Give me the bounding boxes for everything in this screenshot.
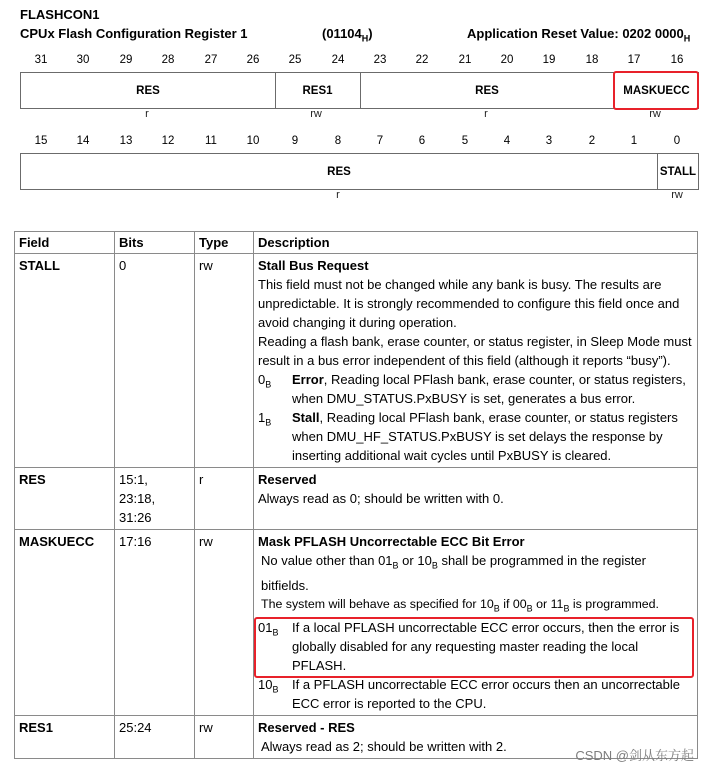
access-label: rw bbox=[671, 189, 683, 201]
register-offset: $(01104_H)$ bbox=[322, 26, 373, 44]
header-field: Field bbox=[15, 232, 115, 254]
enum-text: Stall, Reading local PFlash bank, erase counter, or status registers when DMU_HF_STATUS.PxBUSY is set delays the response by inserting additional wait cycles until PxBUSY is cleared. bbox=[292, 410, 678, 463]
bit-number: 28 bbox=[161, 54, 175, 66]
bit-number: 31 bbox=[34, 54, 48, 66]
bit-number: 12 bbox=[161, 135, 175, 147]
field-maskuecc: MASKUECC bbox=[623, 84, 690, 97]
bit-number: 0 bbox=[673, 135, 681, 147]
description-paragraph: Always read as 2; should be written with 2. bbox=[261, 739, 507, 755]
enum-value-1 bbox=[258, 408, 693, 465]
description-title: Reserved bbox=[258, 472, 317, 487]
table-row-stall bbox=[15, 254, 698, 468]
enum-code: $01_B$ bbox=[258, 620, 279, 638]
cell-type: rw bbox=[195, 530, 254, 716]
cell-bits: 17:16 bbox=[115, 530, 195, 716]
enum-code: $0_B$ bbox=[258, 372, 272, 390]
access-label: rw bbox=[649, 108, 661, 120]
maskuecc-enum-highlight bbox=[254, 617, 694, 678]
field-stall: STALL bbox=[659, 165, 697, 178]
bit-number: 25 bbox=[288, 54, 302, 66]
bit-number: 29 bbox=[119, 54, 133, 66]
access-label: rw bbox=[310, 108, 322, 120]
bit-number: 13 bbox=[119, 135, 133, 147]
bit-number: 2 bbox=[588, 135, 596, 147]
description-title: Mask PFLASH Uncorrectable ECC Bit Error bbox=[258, 534, 525, 549]
cell-field: MASKUECC bbox=[15, 530, 115, 716]
cell-bits: 25:24 bbox=[115, 716, 195, 759]
enum-text: Error, Reading local PFlash bank, erase counter, or status registers, when DMU_STATUS.PxBUSY is set, generates a bus error. bbox=[292, 372, 686, 406]
bit-number: 11 bbox=[205, 135, 217, 147]
access-label: r bbox=[145, 108, 149, 120]
cell-type: rw bbox=[195, 716, 254, 759]
enum-code: $10_B$ bbox=[258, 677, 279, 695]
bit-number: 19 bbox=[542, 54, 556, 66]
bit-number: 30 bbox=[76, 54, 90, 66]
header-description: Description bbox=[254, 232, 698, 254]
bit-number: 14 bbox=[76, 135, 90, 147]
bit-number: 20 bbox=[500, 54, 514, 66]
table-row-res bbox=[15, 468, 698, 530]
bit-number: 23 bbox=[373, 54, 387, 66]
cell-bits: 15:1, 23:18, 31:26 bbox=[115, 468, 195, 530]
cell-description bbox=[254, 254, 698, 468]
cell-type: r bbox=[195, 468, 254, 530]
bit-number: 24 bbox=[331, 54, 345, 66]
maskuecc-register-highlight bbox=[613, 71, 699, 110]
bit-number: 6 bbox=[418, 135, 426, 147]
bit-number: 3 bbox=[545, 135, 553, 147]
bit-number: 17 bbox=[627, 54, 641, 66]
bit-number: 8 bbox=[334, 135, 342, 147]
bit-number: 26 bbox=[246, 54, 260, 66]
bit-number: 4 bbox=[503, 135, 511, 147]
upper-register-row bbox=[20, 72, 699, 109]
description-paragraph: No value other than $01_B$ or $10_B$ shall be programmed in the register bitfields. bbox=[261, 553, 646, 593]
enum-text: If a PFLASH uncorrectable ECC error occurs then an uncorrectable ECC error is reported to the CPU. bbox=[292, 677, 681, 712]
access-label: r bbox=[336, 189, 340, 201]
upper-access-row bbox=[20, 108, 698, 122]
description-title: Reserved - RES bbox=[258, 720, 355, 736]
cell-bits: 0 bbox=[115, 254, 195, 468]
bit-number: 21 bbox=[458, 54, 472, 66]
upper-bit-numbers bbox=[20, 54, 698, 68]
lower-register-row bbox=[20, 153, 699, 190]
bit-number: 27 bbox=[204, 54, 218, 66]
enum-text: If a local PFLASH uncorrectable ECC error occurs, then the error is globally disabled for any requesting master reading the local PFLASH. bbox=[292, 620, 680, 674]
header-bits: Bits bbox=[115, 232, 195, 254]
bit-number: 1 bbox=[630, 135, 638, 147]
register-name: FLASHCON1 bbox=[20, 7, 100, 22]
bit-number: 16 bbox=[670, 54, 684, 66]
description-paragraph: Always read as 0; should be written with 0. bbox=[258, 491, 504, 506]
header-type: Type bbox=[195, 232, 254, 254]
bit-number: 22 bbox=[415, 54, 429, 66]
description-paragraph: Reading a flash bank, erase counter, or status register, in Sleep Mode must result in a bus error independent of this field (although it reports “busy”). bbox=[258, 334, 692, 368]
description-title: Stall Bus Request bbox=[258, 258, 369, 273]
bit-number: 15 bbox=[34, 135, 48, 147]
bit-number: 7 bbox=[376, 135, 384, 147]
cell-type: rw bbox=[195, 254, 254, 468]
register-title: CPUx Flash Configuration Register 1 bbox=[20, 26, 248, 41]
enum-code: $1_B$ bbox=[258, 410, 272, 428]
access-label: r bbox=[484, 108, 488, 120]
field-description-table bbox=[14, 231, 698, 759]
field-res-upper: RES bbox=[136, 84, 160, 97]
watermark: CSDN @剑从东方起 bbox=[575, 748, 694, 763]
bit-number: 18 bbox=[585, 54, 599, 66]
description-paragraph: This field must not be changed while any bank is busy. The results are unpredictable. It is strongly recommended to configure this field once and avoid changing it during operation. bbox=[258, 277, 680, 330]
cell-field: RES1 bbox=[15, 716, 115, 759]
reset-value: Application Reset Value: 0202 $0000_H$ bbox=[467, 26, 691, 44]
cell-field: STALL bbox=[15, 254, 115, 468]
enum-value-0 bbox=[258, 370, 693, 408]
field-res-middle: RES bbox=[475, 84, 499, 97]
table-header-row bbox=[15, 232, 698, 254]
bit-number: 9 bbox=[291, 135, 299, 147]
description-paragraph: The system will behave as specified for $10_B$ if $00_B$ or $11_B$ is programmed. bbox=[261, 596, 659, 614]
cell-field: RES bbox=[15, 468, 115, 530]
bit-number: 5 bbox=[461, 135, 469, 147]
field-res1: RES1 bbox=[302, 84, 333, 97]
field-res-lower: RES bbox=[327, 165, 351, 178]
enum-value-10 bbox=[258, 675, 693, 713]
lower-access-row bbox=[20, 189, 698, 203]
bit-number: 10 bbox=[246, 135, 260, 147]
cell-description bbox=[254, 468, 698, 530]
lower-bit-numbers bbox=[20, 135, 698, 149]
